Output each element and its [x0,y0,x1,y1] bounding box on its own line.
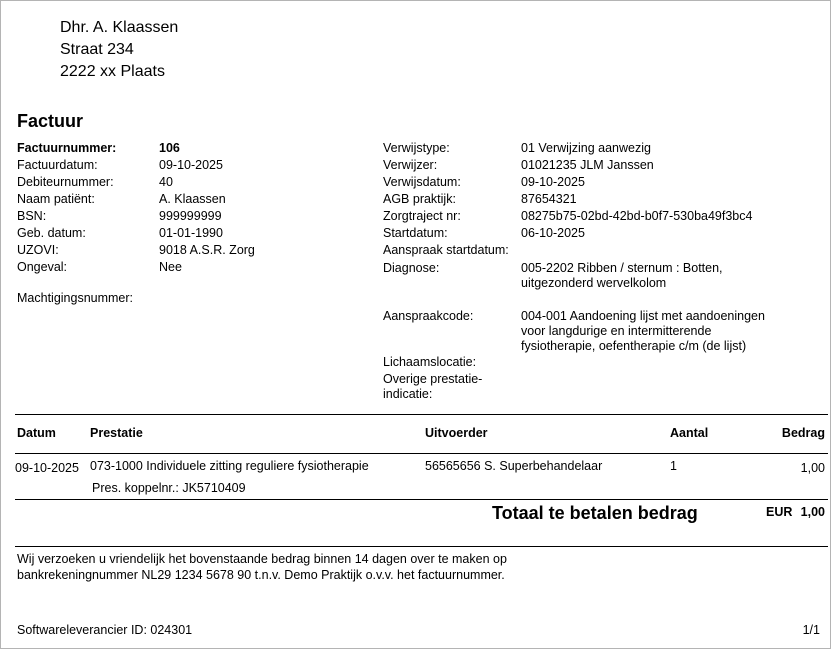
uzovi-label: UZOVI: [17,243,59,257]
total-bottom-rule [15,546,828,547]
table-header-rule [15,453,828,454]
row-quantity: 1 [670,459,677,473]
other-indication-line1: Overige prestatie- [383,372,483,386]
authorization-label: Machtigingsnummer: [17,291,134,305]
invoice-number-label: Factuurnummer: [17,141,117,155]
birth-date-label: Geb. datum: [17,226,86,240]
debtor-number-label: Debiteurnummer: [17,175,114,189]
invoice-title: Factuur [17,111,84,131]
row-link-number: Pres. koppelnr.: JK5710409 [92,481,246,495]
row-performer: 56565656 S. Superbehandelaar [425,459,603,473]
claim-code-label: Aanspraakcode: [383,309,474,323]
payment-message-line1: Wij verzoeken u vriendelijk het bovenstaande bedrag binnen 14 dagen over te maken op [17,552,507,566]
payment-message-line2: bankrekeningnummer NL29 1234 5678 90 t.n.v. Demo Praktijk o.v.v. het factuurnummer. [17,568,505,582]
birth-date-value: 01-01-1990 [159,226,223,240]
referral-type-label: Verwijstype: [383,141,450,155]
invoice-date-label: Factuurdatum: [17,158,98,172]
referral-date-value: 09-10-2025 [521,175,585,189]
start-date-label: Startdatum: [383,226,448,240]
care-path-label: Zorgtraject nr: [383,209,461,223]
accident-value: Nee [159,260,182,274]
table-total-rule [15,499,828,500]
row-amount: 1,00 [800,461,825,475]
uzovi-value: 9018 A.S.R. Zorg [159,243,255,257]
agb-label: AGB praktijk: [383,192,456,206]
diagnosis-line1: 005-2202 Ribben / sternum : Botten, [521,261,723,275]
total-amount: 1,00 [800,505,825,519]
header-quantity: Aantal [670,426,709,440]
referral-date-label: Verwijsdatum: [383,175,461,189]
body-location-label: Lichaamslocatie: [383,355,477,369]
invoice-date-value: 09-10-2025 [159,158,223,172]
referrer-label: Verwijzer: [383,158,438,172]
claim-code-line2: voor langdurige en intermitterende [521,324,712,338]
care-path-value: 08275b75-02bd-42bd-b0f7-530ba49f3bc4 [521,209,753,223]
header-date: Datum [17,426,56,440]
patient-name-value: A. Klaassen [159,192,226,206]
patient-name-label: Naam patiënt: [17,192,95,206]
agb-value: 87654321 [521,192,577,206]
header-performer: Uitvoerder [425,426,488,440]
other-indication-line2: indicatie: [383,387,433,401]
referrer-value: 01021235 JLM Janssen [521,158,654,172]
recipient-street: Straat 234 [60,41,134,58]
recipient-city: 2222 xx Plaats [60,63,165,80]
row-date: 09-10-2025 [15,461,79,475]
debtor-number-value: 40 [159,175,173,189]
start-date-value: 06-10-2025 [521,226,585,240]
total-currency: EUR [766,505,793,519]
invoice-number-value: 106 [159,141,180,155]
claim-start-label: Aanspraak startdatum: [383,243,509,257]
total-label: Totaal te betalen bedrag [492,503,698,523]
diagnosis-line2: uitgezonderd wervelkolom [521,276,667,290]
header-service: Prestatie [90,426,143,440]
bsn-value: 999999999 [159,209,222,223]
claim-code-line1: 004-001 Aandoening lijst met aandoeningen [521,309,765,323]
header-amount: Bedrag [781,426,825,440]
bsn-label: BSN: [17,209,47,223]
recipient-name: Dhr. A. Klaassen [60,19,179,36]
row-service: 073-1000 Individuele zitting reguliere fysiotherapie [90,459,369,473]
referral-type-value: 01 Verwijzing aanwezig [521,141,651,155]
table-top-rule [15,414,828,415]
claim-code-line3: fysiotherapie, oefentherapie c/m (de lijst) [521,339,747,353]
page-number: 1/1 [802,623,820,637]
diagnosis-label: Diagnose: [383,261,440,275]
accident-label: Ongeval: [17,260,68,274]
software-id: Softwareleverancier ID: 024301 [17,623,193,637]
